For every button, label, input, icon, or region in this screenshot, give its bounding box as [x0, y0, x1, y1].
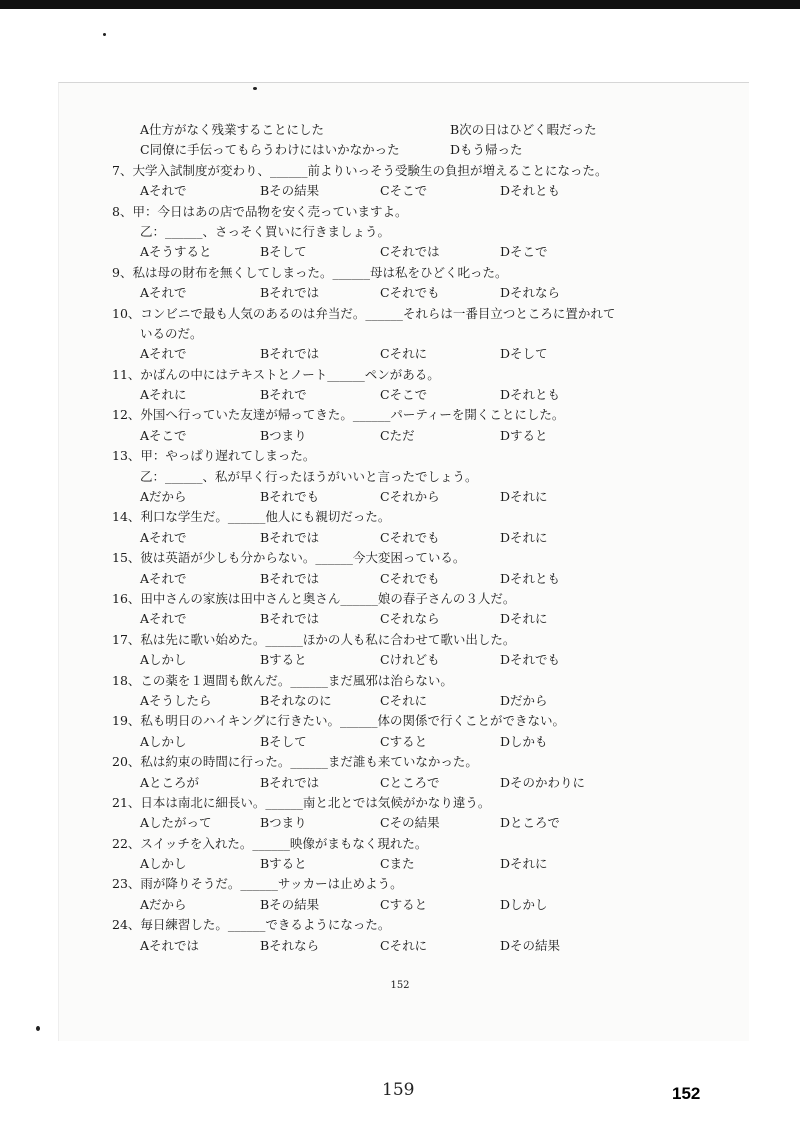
answer-option-a: Aしかし [140, 856, 187, 872]
answer-option-c: Cすると [380, 733, 428, 749]
answer-option-b: Bそして [260, 244, 307, 260]
answer-option-b: Bそして [260, 733, 307, 749]
answer-options [112, 181, 732, 201]
answer-option-b: Bそれでは [260, 774, 320, 790]
answer-option-d: Dそして [500, 346, 548, 362]
answer-option-c: Cまた [380, 856, 415, 872]
answer-option-d: Dそれでも [500, 652, 561, 668]
question-text: 9、私は母の財布を無くしてしまった。______母は私をひどく叱った。 [112, 264, 508, 280]
answer-options [112, 528, 732, 548]
answer-option-c: Cそれから [380, 489, 440, 505]
scan-speck [36, 1026, 40, 1031]
answer-option-a: Aだから [140, 896, 187, 912]
answer-option-c: Cそこで [380, 183, 428, 199]
question-text: 11、かばんの中にはテキストとノート______ペンがある。 [112, 366, 440, 382]
question-text: 24、毎日練習した。______できるようになった。 [112, 917, 391, 933]
answer-options [112, 732, 732, 752]
answer-options [112, 813, 732, 833]
answer-option-d: Dそれとも [500, 570, 561, 586]
answer-option-c: Cそれに [380, 346, 428, 362]
inner-page-number: 152 [390, 980, 410, 991]
answer-options [112, 854, 732, 874]
answer-options [112, 426, 732, 446]
answer-option-a: Aしかし [140, 652, 187, 668]
question-list [112, 161, 732, 956]
answer-option-a: Aそれで [140, 183, 187, 199]
answer-option-a: Aところが [140, 774, 200, 790]
answer-option-a: Aだから [140, 489, 187, 505]
answer-option-b: Bそれでは [260, 611, 320, 627]
answer-option-d: Dそれなら [500, 285, 561, 301]
answer-option-c: Cただ [380, 427, 415, 443]
answer-option-d: Dその結果 [500, 937, 561, 953]
answer-options [112, 344, 732, 364]
page-number-label: 152 [672, 1084, 701, 1103]
answer-option-b: Bすると [260, 652, 307, 668]
answer-option-a: Aそれで [140, 346, 187, 362]
answer-option-b: Bつまり [260, 815, 307, 831]
question-text: 23、雨が降りそうだ。______サッカーは止めよう。 [112, 876, 403, 892]
scan-speck [253, 87, 257, 90]
answer-option-a: Aそれで [140, 570, 187, 586]
answer-option-d: Dすると [500, 427, 548, 443]
answer-option-c: Cその結果 [380, 815, 440, 831]
answer-option-d: Dそのかわりに [500, 774, 586, 790]
answer-options [112, 487, 732, 507]
option-b: B次の日はひどく暇だった [450, 122, 597, 137]
answer-option-a: Aそれで [140, 611, 187, 627]
scan-speck [103, 33, 106, 36]
answer-option-d: Dそれとも [500, 387, 561, 403]
answer-option-b: Bそれなのに [260, 692, 332, 708]
question-text: 22、スイッチを入れた。______映像がまもなく現れた。 [112, 835, 428, 851]
question-text: 19、私も明日のハイキングに行きたい。______体の関係で行くことができない。 [112, 713, 566, 729]
answer-option-d: Dだから [500, 692, 548, 708]
answer-option-d: Dそれに [500, 611, 548, 627]
question-continuation: いるのだ。 [140, 325, 203, 341]
answer-option-a: Aそうすると [140, 244, 212, 260]
scan-top-edge [0, 0, 800, 9]
answer-option-d: Dそれに [500, 489, 548, 505]
top-options-row-1 [112, 120, 732, 140]
option-d: Dもう帰った [450, 142, 523, 158]
answer-option-a: Aそれで [140, 529, 187, 545]
question-continuation: 乙：______、私が早く行ったほうがいいと言ったでしょう。 [140, 468, 478, 484]
answer-option-d: Dしかし [500, 896, 548, 912]
question-text: 21、日本は南北に細長い。______南と北とでは気候がかなり違う。 [112, 794, 491, 810]
answer-option-a: Aそうしたら [140, 692, 212, 708]
answer-option-b: Bその結果 [260, 183, 320, 199]
question-text: 8、甲：今日はあの店で品物を安く売っていますよ。 [112, 203, 408, 219]
question-text: 16、田中さんの家族は田中さんと奥さん______娘の春子さんの３人だ。 [112, 590, 516, 606]
answer-option-c: Cそれなら [380, 611, 440, 627]
answer-option-c: Cそれでも [380, 570, 440, 586]
answer-option-a: Aしたがって [140, 815, 212, 831]
answer-option-a: Aそれに [140, 387, 187, 403]
answer-option-d: Dそれに [500, 856, 548, 872]
answer-options [112, 569, 732, 589]
worksheet-content [112, 120, 732, 956]
answer-option-d: Dところで [500, 815, 560, 831]
answer-option-b: Bその結果 [260, 896, 320, 912]
answer-option-c: Cそれに [380, 692, 428, 708]
bottom-page-number: 159 [382, 1080, 415, 1100]
question-text: 10、コンビニで最も人気のあるのは弁当だ。______それらは一番目立つところに置かれて [112, 305, 616, 321]
answer-option-b: Bすると [260, 856, 307, 872]
answer-option-b: Bつまり [260, 427, 307, 443]
answer-option-b: Bそれでは [260, 570, 320, 586]
answer-option-a: Aしかし [140, 733, 187, 749]
answer-options [112, 650, 732, 670]
answer-option-b: Bそれでは [260, 285, 320, 301]
question-continuation: 乙：______、さっそく買いに行きましょう。 [140, 223, 391, 239]
answer-option-b: Bそれでは [260, 346, 320, 362]
answer-option-c: Cすると [380, 896, 428, 912]
answer-option-d: Dそれとも [500, 183, 561, 199]
answer-options [112, 691, 732, 711]
answer-option-c: Cけれども [380, 652, 440, 668]
question-text: 14、利口な学生だ。______他人にも親切だった。 [112, 509, 391, 525]
top-options-row-2 [112, 140, 732, 160]
question-text: 15、彼は英語が少しも分からない。______今大変困っている。 [112, 550, 466, 566]
question-text: 13、甲：やっぱり遅れてしまった。 [112, 448, 316, 464]
question-text: 18、この薬を１週間も飲んだ。______まだ風邪は治らない。 [112, 672, 453, 688]
answer-option-d: Dそこで [500, 244, 548, 260]
answer-options [112, 242, 732, 262]
answer-option-a: Aそれでは [140, 937, 200, 953]
answer-option-c: Cそれに [380, 937, 428, 953]
answer-options [112, 895, 732, 915]
answer-option-c: Cそれでも [380, 529, 440, 545]
answer-option-a: Aそこで [140, 427, 187, 443]
option-c: C同僚に手伝ってもらうわけにはいかなかった [140, 142, 400, 158]
answer-option-a: Aそれで [140, 285, 187, 301]
question-text: 17、私は先に歌い始めた。______ほかの人も私に合わせて歌い出した。 [112, 631, 516, 647]
question-text: 12、外国へ行っていた友達が帰ってきた。______パーティーを開くことにした。 [112, 407, 565, 423]
answer-option-c: Cそれでは [380, 244, 440, 260]
answer-options [112, 936, 732, 956]
answer-options [112, 283, 732, 303]
question-text: 20、私は約束の時間に行った。______まだ誰も来ていなかった。 [112, 754, 478, 770]
answer-option-d: Dしかも [500, 733, 548, 749]
answer-option-c: Cそれでも [380, 285, 440, 301]
answer-option-d: Dそれに [500, 529, 548, 545]
answer-option-b: Bそれなら [260, 937, 320, 953]
answer-option-c: Cところで [380, 774, 440, 790]
answer-options [112, 385, 732, 405]
answer-option-b: Bそれでも [260, 489, 320, 505]
answer-options [112, 773, 732, 793]
answer-option-b: Bそれでは [260, 529, 320, 545]
answer-option-b: Bそれで [260, 387, 307, 403]
option-a: A仕方がなく残業することにした [140, 122, 325, 137]
answer-option-c: Cそこで [380, 387, 428, 403]
question-text: 7、大学入試制度が変わり、______前よりいっそう受験生の負担が増えることになった。 [112, 162, 608, 178]
answer-options [112, 609, 732, 629]
